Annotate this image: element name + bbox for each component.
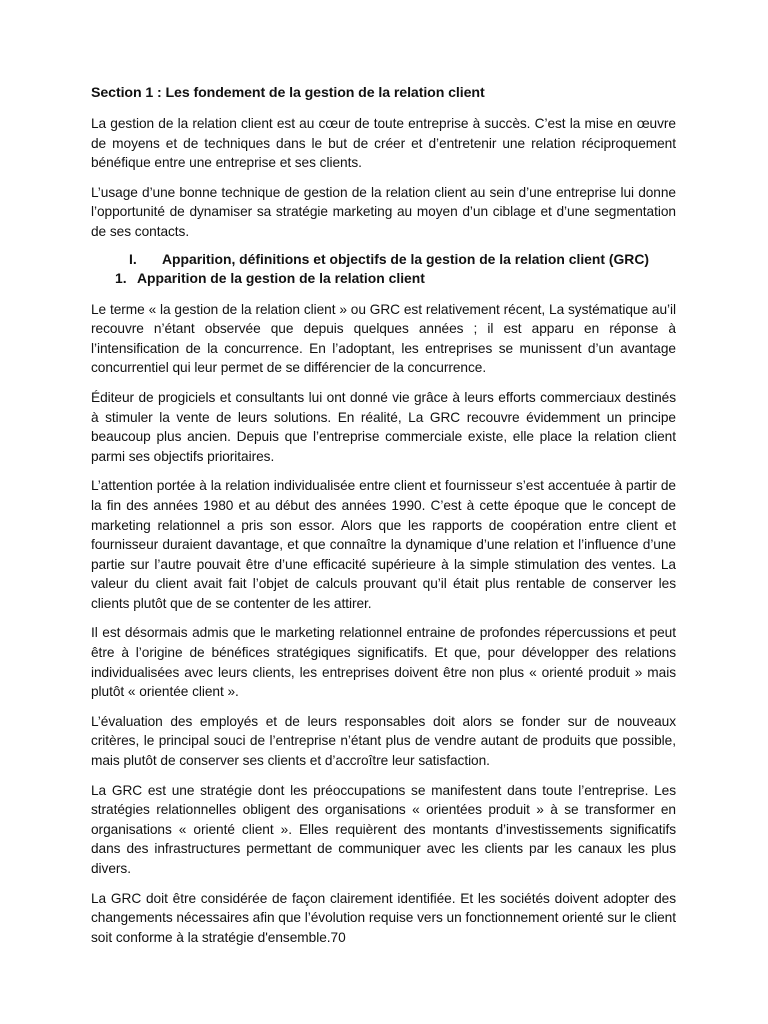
- heading-level-1: [91, 250, 676, 269]
- body-paragraph-1: Le terme « la gestion de la relation client » ou GRC est relativement récent, La systématique au’il recouvre n’étant observée que depuis quelques années ; il est apparu en réponse à l’intensification de la concurrence. En l’adoptant, les entreprises se munissent d’un avantage concurrentiel qui leur permet de se différencier de la concurrence.: [91, 301, 676, 376]
- body-paragraph-7: La GRC doit être considérée de façon clairement identifiée. Et les sociétés doivent adopter des changements nécessaires afin que l’évolution requise vers un fonctionnement orienté sur le client soit conforme à la stratégie d'ensemble.70: [91, 890, 676, 945]
- section-title: Section 1 : Les fondement de la gestion de la relation client: [91, 85, 485, 101]
- heading-level-2-text: Apparition de la gestion de la relation client: [137, 269, 425, 286]
- body-paragraph-5: L’évaluation des employés et de leurs responsables doit alors se fonder sur de nouveaux critères, le principal souci de l’entreprise n’étant plus de vendre autant de produits que possible, mais plutôt de conserver ses clients et d’accroître leur satisfaction.: [91, 713, 676, 769]
- body-paragraph-4: Il est désormais admis que le marketing relationnel entraine de profondes répercussions et peut être à l’origine de bénéfices stratégiques significatifs. Et que, pour développer des relations individualisées avec leurs clients, les entreprises doivent être non plus « orienté produit » mais plutôt « orientée client ».: [91, 625, 676, 700]
- heading-level-1-text: Apparition, définitions et objectifs de la gestion de la relation client (GRC): [162, 250, 649, 267]
- intro-paragraph-1: La gestion de la relation client est au cœur de toute entreprise à succès. C’est la mise en œuvre de moyens et de techniques dans le but de créer et d’entretenir une relation réciproquement bénéfique entre une entreprise et ses clients.: [91, 116, 676, 171]
- document-page: [91, 84, 676, 957]
- body-paragraph-2: Éditeur de progiciels et consultants lui ont donné vie grâce à leurs efforts commerciaux destinés à stimuler la vente de leurs solutions. En réalité, La GRC recouvre évidemment un principe beaucoup plus ancien. Depuis que l’entreprise commerciale existe, elle place la relation client parmi ses objectifs prioritaires.: [91, 389, 676, 464]
- body-paragraph-3: L’attention portée à la relation individualisée entre client et fournisseur s’est accentuée à partir de la fin des années 1980 et au début des années 1990. C’est à cette époque que le concept de marketing relationnel a pris son essor. Alors que les rapports de coopération entre client et fournisseur duraient davantage, et que connaître la dynamique d’une relation et l’influence d’une partie sur l’autre pouvait être d’une efficacité supérieure à la simple stimulation des ventes. La valeur du client avait fait l’objet de calculs prouvant qu’il était plus rentable de conserver les clients plutôt que de se contenter de les attirer.: [91, 478, 676, 611]
- heading-level-1-number: I.: [129, 250, 137, 267]
- heading-level-2-number: 1.: [115, 269, 127, 286]
- heading-level-2: [91, 269, 676, 288]
- intro-paragraph-2: L’usage d’une bonne technique de gestion de la relation client au sein d’une entreprise lui donne l’opportunité de dynamiser sa stratégie marketing au moyen d’un ciblage et d’une segmentation de ses contacts.: [91, 184, 676, 239]
- body-paragraph-6: La GRC est une stratégie dont les préoccupations se manifestent dans toute l’entreprise. Les stratégies relationnelles obligent des organisations « orientées produit » à se transformer en organisations « orienté client ». Elles requièrent des montants d’investissements significatifs dans des infrastructures permettant de communiquer avec les clients par les canaux les plus divers.: [91, 782, 676, 876]
